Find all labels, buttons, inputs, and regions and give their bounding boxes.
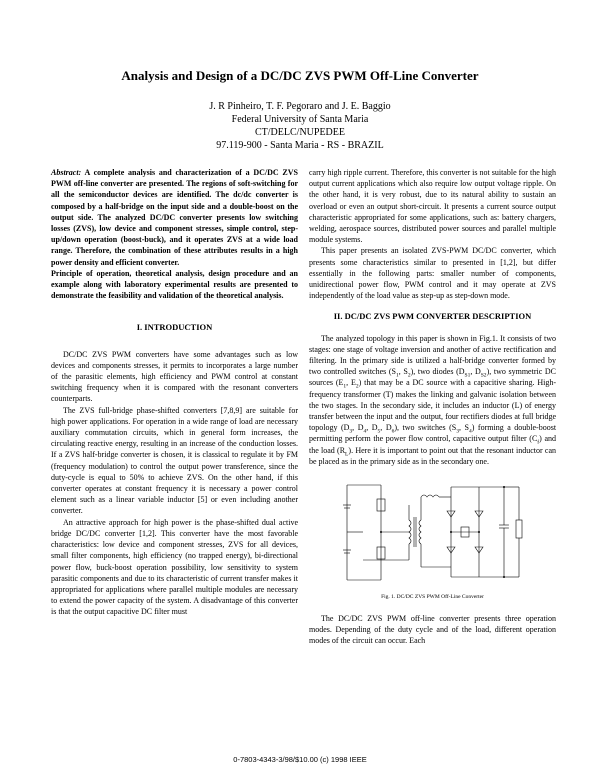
figure-caption: Fig. 1. DC/DC ZVS PWM Off-Line Converter (381, 594, 484, 601)
intro-paragraph-4: This paper presents an isolated ZVS-PWM DC/DC converter, which presents some characteristics similar to presented in [1,2], but differ essentially in the following parts: smaller number of components, unidirectional power flow, PWM control and it may operate at ZVS independently of the load value as step-up as step-down mode. (309, 246, 556, 301)
abstract-paragraph (51, 167, 298, 268)
author-names: J. R Pinheiro, T. F. Pegoraro and J. E. Baggio (209, 101, 391, 112)
abstract-paragraph-2: Principle of operation, theoretical analysis, design procedure and an example along with laboratory experimental results are presented to demonstrate the feasibility and validation of the theoretical analysis. (51, 268, 298, 301)
section-heading-converter-description: II. DC/DC ZVS PWM CONVERTER DESCRIPTION (333, 311, 532, 322)
author-address: 97.119-900 - Santa Maria - RS - BRAZIL (216, 140, 384, 151)
abstract-text: A complete analysis and characterization of a DC/DC ZVS PWM off-line converter are presented. The regions of soft-switching for all the semiconductor devices are identified. The dc/dc converter is composed by a half-bridge on the input side and a double-boost on the output side. The analyzed DC/DC converter presents low switching losses (ZVS), low device and component stresses, simple control, step-up/down operation (boost-buck), and it operates ZVS at a wide load range. Therefore, the combination of these attributes results in a high power density and efficient converter. (51, 168, 298, 267)
page-footer: 0-7803-4343-3/98/$10.00 (c) 1998 IEEE (233, 755, 367, 764)
left-column (51, 167, 298, 618)
circuit-figure (339, 475, 527, 593)
author-department: CT/DELC/NUPEDEE (255, 127, 345, 138)
right-column (309, 167, 556, 647)
author-block (0, 100, 600, 152)
section-heading-introduction: I. INTRODUCTION (136, 322, 213, 333)
paper-title: Analysis and Design of a DC/DC ZVS PWM Off-Line Converter (121, 68, 479, 83)
intro-paragraph-1: DC/DC ZVS PWM converters have some advantages such as low devices and components stresses, it permits to incorporates a large number of the parasitic elements, high efficiency and PWM control at constant switching frequency when it is compared with the resonant converters counterparts. (51, 349, 298, 404)
description-paragraph-1: The analyzed topology in this paper is shown in Fig.1. It consists of two stages: one stage of voltage inversion and another of active rectification and filtering. In the primary side is utilized a half-bridge converter formed by two controlled switches ($S_1$, $S_2$), two diodes ($D_{S1}$, $D_{S2}$), two symmetric DC sources ($E_1$, $E_2$) that may be a DC source with a capacitive sharing. High-frequency transformer (T) makes the linking and galvanic isolation between the two stages. In the secondary side, it includes an inductor (L) of energy transfer between the input and the output, four rectifiers diodes at full bridge topology ($D_3$, $D_4$, $D_5$, $D_6$), two switches ($S_3$, $S_4$) forming a double-boost permitting perform the power flow control, capacitive output filter $(C_f)$ and the load $(R_L)$. Here it is important to point out that the resonant inductor can be placed as in the primary side as in the secondary one. (309, 333, 557, 466)
intro-paragraph-2: The ZVS full-bridge phase-shifted converters [7,8,9] are suitable for high power applications. For operation in a wide range of load are necessary auxiliary commutation circuits, which in general form increases, the circulating reactive energy, resulting in an increase of the conduction losses. If a ZVS half-bridge converter is chosen, it is classical to regulate it by FM (frequency modulation) to control the output power transference, since the duty-cycle is equal to 50% to achieve ZVS. On the other hand, if this converter operates at constant frequency it is necessary a power control element such as a linear variable inductor [5] or even including another converter. (51, 405, 298, 516)
abstract-label: Abstract: (51, 168, 82, 177)
circuit-schematic (339, 475, 527, 593)
intro-paragraph-3: An attractive approach for high power is the phase-shifted dual active bridge DC/DC converter [1,2]. This converter have the most favorable characteristics: low device and component stresses, ZVS for all devices, small filter components, high efficiency (no trapped energy), bi-directional power flow, buck-boost operation possibility, low sensitivity to system parasitic components and due to its characteristic of current transfer makes it appropriated for applications where parallel multiple modules are necessary to extend the power capacity of the system. A disadvantage of this converter is that the output capacitive DC filter must (51, 517, 298, 617)
intro-paragraph-3-continued: carry high ripple current. Therefore, this converter is not suitable for the high output current applications which also require low output voltage ripple. On the other hand, it is very robust, due to its natural ability to sustain an overload or even an output short-circuit. It presents a current source output characteristic appropriated for some applications, such as: battery chargers, welding, aerospace sources, distributed power sources and parallel multiple module systems. (309, 168, 556, 245)
author-affiliation: Federal University of Santa Maria (231, 114, 369, 125)
description-paragraph-2: The DC/DC ZVS PWM off-line converter presents three operation modes. Depending of the duty cycle and of the load, different operation modes of the circuit can occur. Each (309, 614, 556, 646)
